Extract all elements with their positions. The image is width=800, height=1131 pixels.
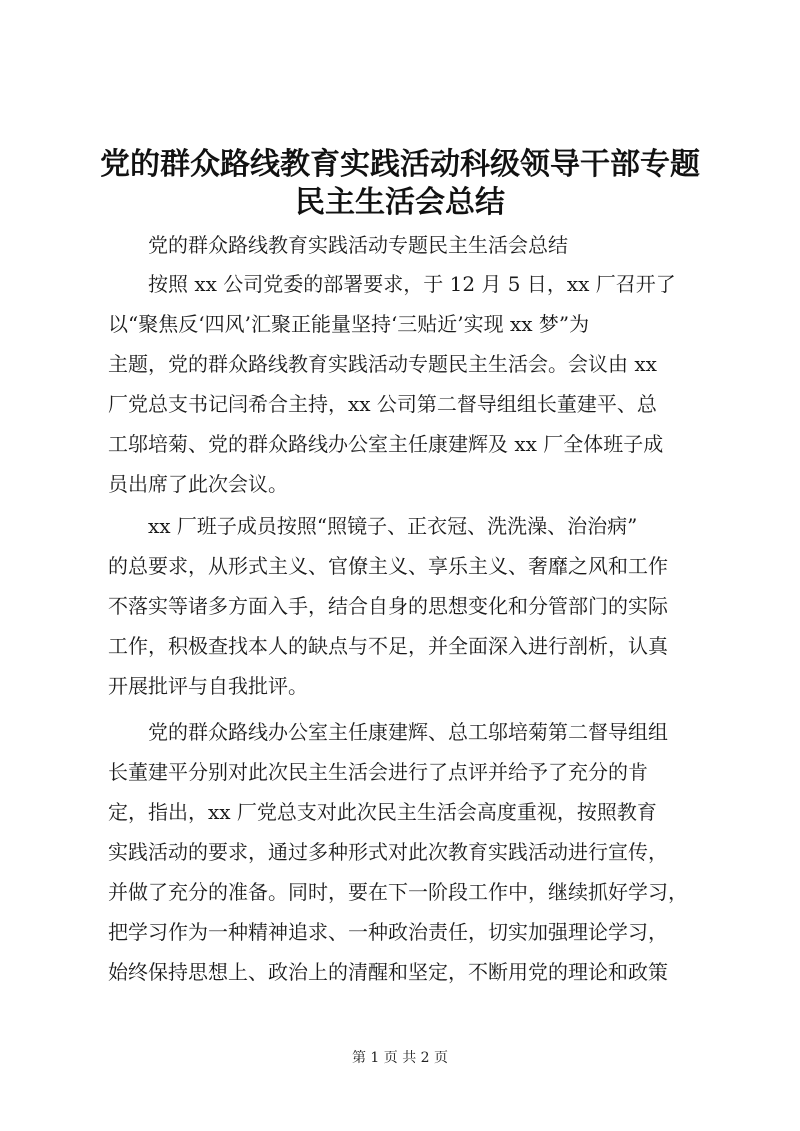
- paragraph-line: 厂党总支书记闫希合主持，xx 公司第二督导组组长董建平、总: [108, 392, 657, 416]
- paragraph-line: 工邬培菊、党的群众路线办公室主任康建辉及 xx 厂全体班子成: [108, 432, 664, 456]
- paragraph-line: 员出席了此次会议。: [108, 472, 288, 496]
- paragraph-3: [108, 712, 708, 992]
- paragraph-line: 定，指出，xx 厂党总支对此次民主生活会高度重视，按照教育: [108, 800, 657, 824]
- paragraph-line: xx 厂班子成员按照“照镜子、正衣冠、洗洗澡、治治病”: [148, 514, 638, 538]
- paragraph-line: 把学习作为一种精神追求、一种政治责任，切实加强理论学习，: [108, 920, 668, 944]
- paragraph-line: 不落实等诸多方面入手，结合自身的思想变化和分管部门的实际: [108, 594, 668, 618]
- paragraph-line: 始终保持思想上、政治上的清醒和坚定，不断用党的理论和政策: [108, 960, 668, 984]
- document-title-line-1: 党的群众路线教育实践活动科级领导干部专题: [100, 147, 700, 182]
- paragraph-line: 的总要求，从形式主义、官僚主义、享乐主义、奢靡之风和工作: [108, 554, 668, 578]
- paragraph-line: 长董建平分别对此次民主生活会进行了点评并给予了充分的肯: [108, 760, 648, 784]
- subtitle-line: 党的群众路线教育实践活动专题民主生活会总结: [148, 233, 568, 257]
- paragraph-line: 主题，党的群众路线教育实践活动专题民主生活会。会议由 xx: [108, 352, 657, 376]
- paragraph-line: 按照 xx 公司党委的部署要求，于 12 月 5 日，xx 厂召开了: [148, 272, 676, 296]
- paragraph-line: 以“聚焦反‘四风’汇聚正能量坚持‘三贴近’实现 xx 梦”为: [108, 312, 590, 336]
- paragraph-line: 工作，积极查找本人的缺点与不足，并全面深入进行剖析，认真: [108, 634, 668, 658]
- paragraph-2: [108, 506, 708, 706]
- document-subtitle: [108, 225, 708, 265]
- page-number-footer: 第 1 页 共 2 页: [351, 1050, 449, 1066]
- paragraph-1: [108, 264, 708, 504]
- paragraph-line: 党的群众路线办公室主任康建辉、总工邬培菊第二督导组组: [148, 720, 668, 744]
- paragraph-line: 并做了充分的准备。同时，要在下一阶段工作中，继续抓好学习，: [108, 880, 688, 904]
- paragraph-line: 开展批评与自我批评。: [108, 674, 308, 698]
- paragraph-line: 实践活动的要求，通过多种形式对此次教育实践活动进行宣传，: [108, 840, 668, 864]
- document-title-line-2: 民主生活会总结: [295, 185, 505, 220]
